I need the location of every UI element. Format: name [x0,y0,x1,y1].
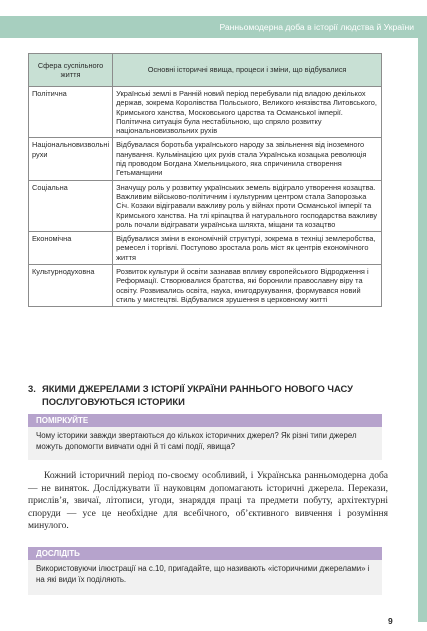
sphere-cell: Економічна [29,232,113,265]
chapter-title: Ранньомодерна доба в історії людства й України [219,22,414,32]
ponirkuite-text: Чому історики завжди звертаються до кількох історичних джерел? Як різні типи джерел можуть допомогти вивчати одні й ті самі події, явища? [28,427,382,460]
table-row [29,180,382,231]
description-cell: Відбувалися зміни в економічній структурі, зокрема в техніці землеробства, ремесел і торгівлі. Поступово зростала роль міст як центрів економічного життя [113,232,382,265]
section-title: ЯКИМИ ДЖЕРЕЛАМИ З ІСТОРІЇ УКРАЇНИ РАННЬОГО НОВОГО ЧАСУ ПОСЛУГОВУЮТЬСЯ ІСТОРИКИ [42,383,353,407]
section-number: 3. [28,383,36,394]
column-header-sphere: Сфера суспільного життя [29,54,113,87]
description-cell: Відбувалася боротьба українського народу за звільнення від іноземного панування. Кульмінацією цих рухів стала Українська козацька революція під проводом Богдана Хмельницького, яка спричинила створення Гетьманщини [113,138,382,180]
doslidit-label: ДОСЛІДІТЬ [28,547,382,560]
ponirkuite-label: ПОМІРКУЙТЕ [28,414,382,427]
section-heading [28,383,372,408]
table-header-row [29,54,382,87]
doslidit-text: Використовуючи ілюстрації на с.10, пригадайте, що називають «історичними джерелами» і на які види їх поділяють. [28,560,382,595]
description-cell: Значущу роль у розвитку українських земель відіграло утворення козацтва. Важливим військово-політичним і культурним центром стала Запорозька Січ. Козаки відігравали важливу роль у війнах проти Османської імперії та Кримського ханства. На тлі кріпацтва й натурального господарства важливу роль почали відігравати українська шляхта, міщани та козацтво [113,180,382,231]
side-stripe [418,16,427,622]
main-paragraph: Кожний історичний період по-своєму особливий, і Українська ранньомодерна доба — не виняток. Досліджувати її науковцям допомагають історичні джерела. Перекази, прислів’я, звичаї, літописи, угоди, знаряддя праці та предмети побуту, архітектурні споруди — усе це необхідне для всебічного, об’єктивного вивчення і розуміння минулого. [28,471,388,532]
table-row [29,138,382,180]
sphere-cell: Політична [29,87,113,138]
description-cell: Розвиток культури й освіти зазнавав впливу європейського Відродження і Реформації. Створювалися братства, які боронили православну віру та освіту. Розвивались освіта, наука, книгодрукування, формувався новий стиль у мистецтві. Відбувалися зрушення в церковному житті [113,265,382,307]
sphere-cell: Соціальна [29,180,113,231]
description-cell: Українські землі в Ранній новий період перебували під владою декількох держав, зокрема Королівства Польського, Великого князівства Литовського, Кримського ханства, Московського царства та Османської імперії. Політична ситуація була нестабільною, що спряло розвитку національновизвольних рухів [113,87,382,138]
table-row [29,232,382,265]
sphere-cell: Культурнодуховна [29,265,113,307]
sphere-cell: Національновизвольні рухи [29,138,113,180]
header-bar [0,16,420,38]
column-header-description: Основні історичні явища, процеси і зміни, що відбувалися [113,54,382,87]
table-row [29,87,382,138]
page-number: 9 [388,616,393,626]
history-table [28,53,382,307]
table-row [29,265,382,307]
